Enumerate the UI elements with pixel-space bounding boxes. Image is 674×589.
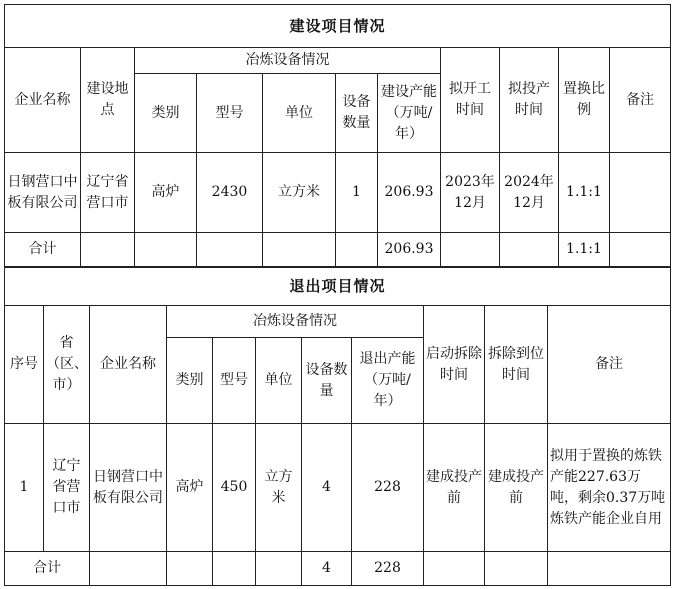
header-location: 建设地点 xyxy=(81,48,135,153)
cell-remarks xyxy=(610,153,671,233)
table-row xyxy=(5,424,671,552)
cell-capacity: 228 xyxy=(352,424,424,552)
header-model: 型号 xyxy=(213,338,256,424)
header-quantity: 设备数量 xyxy=(336,74,378,153)
cell-production-time: 2024年12月 xyxy=(500,153,559,233)
header-model: 型号 xyxy=(197,74,263,153)
total-label: 合计 xyxy=(5,552,90,586)
header-dismantle-done: 拆除到位时间 xyxy=(485,306,548,424)
cell-location: 辽宁省营口市 xyxy=(81,153,135,233)
header-capacity: 退出产能（万吨/年） xyxy=(352,338,424,424)
total-capacity: 206.93 xyxy=(378,233,441,267)
total-ratio: 1.1:1 xyxy=(559,233,610,267)
cell-model: 450 xyxy=(213,424,256,552)
header-remarks: 备注 xyxy=(548,306,671,424)
header-company: 企业名称 xyxy=(5,48,81,153)
total-capacity: 228 xyxy=(352,552,424,586)
header-capacity: 建设产能（万吨/年） xyxy=(378,74,441,153)
table-row xyxy=(5,153,671,233)
header-start-time: 拟开工时间 xyxy=(441,48,500,153)
cell-dismantle-done: 建成投产前 xyxy=(485,424,548,552)
total-quantity: 4 xyxy=(302,552,352,586)
cell-category: 高炉 xyxy=(167,424,213,552)
total-row xyxy=(5,552,671,586)
header-unit: 单位 xyxy=(256,338,302,424)
header-category: 类别 xyxy=(167,338,213,424)
header-remarks: 备注 xyxy=(610,48,671,153)
header-equipment-group: 冶炼设备情况 xyxy=(167,306,424,338)
cell-ratio: 1.1:1 xyxy=(559,153,610,233)
cell-category: 高炉 xyxy=(135,153,197,233)
total-row xyxy=(5,233,671,267)
header-unit: 单位 xyxy=(263,74,336,153)
header-company: 企业名称 xyxy=(90,306,167,424)
cell-unit: 立方米 xyxy=(256,424,302,552)
header-equipment-group: 冶炼设备情况 xyxy=(135,48,441,74)
cell-quantity: 1 xyxy=(336,153,378,233)
header-seq: 序号 xyxy=(5,306,44,424)
cell-province: 辽宁省营口市 xyxy=(44,424,90,552)
cell-quantity: 4 xyxy=(302,424,352,552)
header-province: 省（区、市） xyxy=(44,306,90,424)
cell-remarks: 拟用于置换的炼铁产能227.63万吨，剩余0.37万吨炼铁产能企业自用 xyxy=(548,424,671,552)
cell-company: 日钢营口中板有限公司 xyxy=(5,153,81,233)
cell-seq: 1 xyxy=(5,424,44,552)
header-start-dismantle: 启动拆除时间 xyxy=(424,306,485,424)
header-ratio: 置换比例 xyxy=(559,48,610,153)
cell-company: 日钢营口中板有限公司 xyxy=(90,424,167,552)
header-production-time: 拟投产时间 xyxy=(500,48,559,153)
cell-model: 2430 xyxy=(197,153,263,233)
header-category: 类别 xyxy=(135,74,197,153)
total-label: 合计 xyxy=(5,233,81,267)
construction-table xyxy=(4,4,671,267)
exit-table xyxy=(4,267,671,586)
cell-start-dismantle: 建成投产前 xyxy=(424,424,485,552)
header-quantity: 设备数量 xyxy=(302,338,352,424)
construction-title: 建设项目情况 xyxy=(5,5,671,48)
cell-capacity: 206.93 xyxy=(378,153,441,233)
exit-title: 退出项目情况 xyxy=(5,268,671,306)
cell-unit: 立方米 xyxy=(263,153,336,233)
cell-start-time: 2023年12月 xyxy=(441,153,500,233)
